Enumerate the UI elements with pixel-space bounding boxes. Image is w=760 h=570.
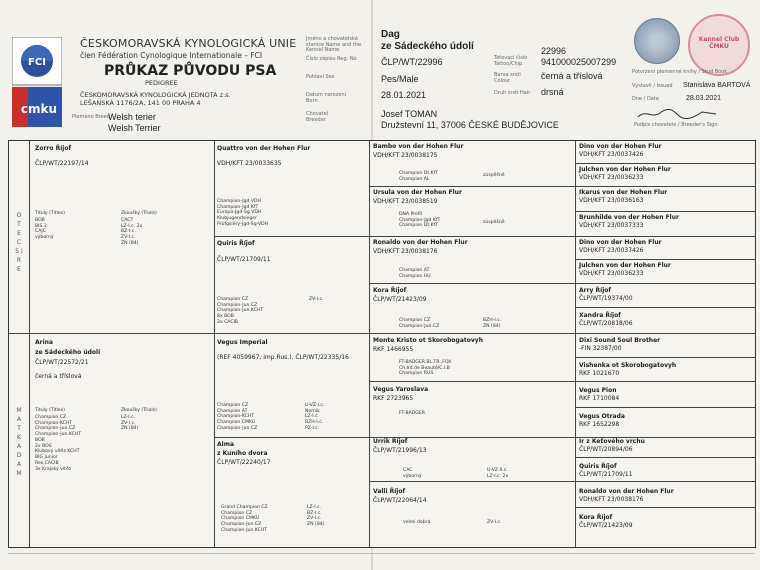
- sire-dam-tests: ZV-I.c.: [309, 297, 324, 302]
- dog-birth: 28.01.2021: [381, 90, 427, 100]
- g4-1-reg: VDH/KFT 23/0037426: [579, 151, 644, 158]
- sire-dam-name: Quiris Říjof: [217, 240, 255, 247]
- org-name: ČESKOMORAVSKÁ KYNOLOGICKÁ UNIE: [80, 37, 297, 50]
- g3-5-name: Monte Kristo ot Skorobogatovyh: [373, 337, 483, 344]
- g4-8-name: Xandra Říjof: [579, 312, 621, 319]
- dog-color: černá a tříslová: [541, 71, 603, 81]
- sex-label: Pohlaví Sex: [306, 74, 335, 80]
- g4-14-name: Quiris Říjof: [579, 463, 617, 470]
- dam-sire-reg: (REF 4059967, imp.Rus.), ČLP/WT/22335/16: [217, 354, 349, 361]
- g3-1-titles: Champion Dt.KfT Champion AL: [399, 171, 439, 182]
- issuer-name: ČESKOMORAVSKÁ KYNOLOGICKÁ JEDNOTA z.s.: [80, 91, 231, 99]
- color-label: Barva srsti Colour: [494, 72, 521, 84]
- dam-kennel: ze Sádeckého údolí: [35, 349, 101, 356]
- g3-7-name: Urrik Říjof: [373, 438, 408, 445]
- g3-8-name: Valli Říjof: [373, 488, 406, 495]
- g4-3-reg: VDH/KFT 23/0036163: [579, 197, 644, 204]
- dam-reg: ČLP/WT/22572/21: [35, 359, 89, 366]
- bottom-edge: [8, 553, 754, 554]
- issued-by: Stanislava BARTOVÁ: [683, 82, 751, 89]
- document-title: PRŮKAZ PŮVODU PSA: [104, 63, 277, 79]
- hair-label: Druh srsti Hair: [494, 90, 531, 96]
- dam-titles: Champion CZ Champion-KCHT Champion-Jun.CZ Champion-Jun.KCHT BOB 2x BOS Klubový vítěz KCHT BIG Junior Res.CACIB 3x Krajský vítěz: [35, 415, 82, 472]
- g3-4-reg: ČLP/WT/21423/09: [373, 296, 427, 303]
- dam-titles-label: Tituly (Titles): [35, 408, 65, 413]
- g3-8-extra: ZV-I.c.: [487, 520, 502, 525]
- fci-cmku-logo: [12, 37, 62, 127]
- g3-7-titles: CAC výborný: [403, 468, 422, 479]
- dam-dam-titles: Grand Champion CZ Champion CZ Champion CMKU Champion-Jun.CZ Champion-Jun.KCHT: [221, 505, 268, 533]
- dog-tattoo: 22996: [541, 46, 567, 56]
- sire-tests: CACT LZ-I.c. 2x BZ-I.c. ZV-I.c. ZN (84): [121, 218, 143, 246]
- dam-tests: LZ-I.c. ZV-I.c. ZN (84): [121, 415, 139, 432]
- dog-reg: ČLP/WT/22996: [381, 57, 443, 67]
- g4-9-name: Dixi Sound Soul Brother: [579, 337, 661, 344]
- reg-label: Číslo zápisu Reg. No: [306, 56, 357, 62]
- kennel-club-stamp: Kennel Club ČMKU: [688, 14, 750, 76]
- breeder-address: Družstevní 11, 37006 ČESKÉ BUDĚJOVICE: [381, 120, 559, 130]
- g3-7-extra: U-VZ-II.c. LZ-I.c. 2x: [487, 468, 509, 479]
- cmku-logo-text: cmku: [20, 102, 58, 116]
- g4-4-reg: VDH/KFT 23/0037333: [579, 222, 644, 229]
- g3-1-extra: zúspěšně: [483, 173, 505, 178]
- dam-dam-kennel: z Kuního dvora: [217, 450, 268, 457]
- name-label: Jméno a chovatelská stanice Name and the Kennel Name: [306, 36, 362, 53]
- breeder-label: Chovatel Breeder: [306, 111, 329, 123]
- dog-kennel: ze Sádeckého údolí: [381, 41, 474, 52]
- dog-hair: drsná: [541, 87, 564, 97]
- g4-2-name: Julchen von der Hohen Flur: [579, 166, 671, 173]
- g4-12-name: Vegus Otrada: [579, 413, 625, 420]
- g4-8-reg: ČLP/WT/20818/06: [579, 320, 633, 327]
- sire-sire-name: Quattro von der Hohen Flur: [217, 145, 311, 152]
- sire-dam-reg: ČLP/WT/21709/11: [217, 256, 271, 263]
- dog-name: Dag: [381, 29, 400, 40]
- g4-10-reg: RKF 1021670: [579, 370, 620, 377]
- g3-2-titles: DNA Profil Champion-Jgd KfT Champion Dt.KfT: [399, 212, 441, 229]
- issued-by-label: Vystavil / Issued: [632, 83, 673, 89]
- g4-9-reg: -FIN 32387/00: [579, 345, 622, 352]
- sire-dam-titles: Champion CZ Champion-Jun.CZ Champion-Jun.KCHT 8x BOB 2x CACIB: [217, 297, 264, 325]
- studbook-confirm-label: Potvrzení plemenné knihy / Stud Book: [632, 69, 728, 75]
- g3-6-name: Vegus Yaroslava: [373, 386, 429, 393]
- sire-sire-reg: VDH/KFT 23/0033635: [217, 160, 282, 167]
- breeder-signature: [632, 107, 722, 121]
- g4-11-name: Vegus Pion: [579, 387, 617, 394]
- g3-2-reg: VDH/KFT 23/0038519: [373, 198, 438, 205]
- sire-sire-titles: Champion-Jgd VDH Champion-Jgd KfT Europa-Jgd-Sg VDH Klubjugendsieger Prüfgsiëry-Jgd-Sg-VDH: [217, 199, 269, 227]
- g4-5-reg: VDH/KFT 23/0037426: [579, 247, 644, 254]
- dam-color: černá a tříslová: [35, 373, 82, 380]
- g3-6-reg: RKF 2723965: [373, 395, 414, 402]
- g4-16-name: Kora Říjof: [579, 514, 613, 521]
- g4-15-reg: VDH/KFT 23/0038176: [579, 496, 644, 503]
- g4-13-name: Ir z Keťového vrchu: [579, 438, 645, 445]
- g3-5-reg: RKF 1466955: [373, 346, 414, 353]
- dam-dam-name: Alma: [217, 441, 235, 448]
- g3-2-name: Ursula von der Hohen Flur: [373, 189, 462, 196]
- g4-7-name: Arry Říjof: [579, 287, 612, 294]
- g4-7-reg: ČLP/WT/19374/00: [579, 295, 633, 302]
- g4-2-reg: VDH/KFT 23/0036233: [579, 174, 644, 181]
- dam-name: Arina: [35, 339, 53, 346]
- g3-2-extra: zúspěšně: [483, 220, 505, 225]
- g3-3-reg: VDH/KFT 23/0038176: [373, 248, 438, 255]
- birth-label: Datum narození Born: [306, 92, 346, 104]
- g4-11-reg: RKF 1710084: [579, 395, 620, 402]
- issuer-address: LEŠANSKÁ 1176/2A, 141 00 PRAHA 4: [80, 99, 201, 107]
- sire-tests-label: Zkoušky (Trials): [121, 211, 157, 216]
- g3-5-titles: FT-BADGER,BL.TR.,FOX Ch.Int.de Beauté/C.I.B Champion RUS: [399, 360, 452, 377]
- dog-chip: 941000025007299: [541, 57, 617, 67]
- dam-tests-label: Zkoušky (Trials): [121, 408, 157, 413]
- g3-6-titles: FT-BADGER: [399, 411, 425, 416]
- g3-1-reg: VDH/KFT 23/0038175: [373, 152, 438, 159]
- issue-date-label: Dne / Date: [632, 96, 659, 102]
- dam-dam-tests: LZ-I.c. BZ-I.c. ZV-I.c. ZN (84): [307, 505, 325, 528]
- g4-6-name: Julchen von der Hohen Flur: [579, 262, 671, 269]
- dam-side-label: M A T K A D A M: [16, 407, 22, 477]
- g4-1-name: Dino von der Hohen Flur: [579, 143, 662, 150]
- g4-5-name: Dino von der Hohen Flur: [579, 239, 662, 246]
- g4-16-reg: ČLP/WT/21423/09: [579, 522, 633, 529]
- pedigree-table: [8, 140, 756, 548]
- g3-3-titles: Champion AT Champion HU: [399, 268, 431, 279]
- sire-side-label: O T E C S I R E: [15, 212, 23, 273]
- sire-reg: ČLP/WT/22197/14: [35, 160, 89, 167]
- g4-14-reg: ČLP/WT/21709/11: [579, 471, 633, 478]
- tattoo-label: Tetovací číslo Tattoo/Chip: [494, 55, 528, 67]
- sire-titles: BOB BIS 2 CAJC výborný: [35, 218, 54, 241]
- g4-12-reg: RKF 1652298: [579, 421, 620, 428]
- g3-4-name: Kora Říjof: [373, 287, 407, 294]
- breed-cz: Welsh terier: [108, 112, 156, 122]
- holographic-seal: [634, 18, 680, 64]
- g3-7-reg: ČLP/WT/21996/13: [373, 447, 427, 454]
- sire-name: Zorro Říjof: [35, 145, 72, 152]
- g4-13-reg: ČLP/WT/20894/06: [579, 446, 633, 453]
- breed-en: Welsh Terrier: [108, 123, 161, 133]
- dog-sex: Pes/Male: [381, 74, 419, 84]
- fci-logo-text: FCI: [28, 57, 46, 68]
- g3-4-titles: Champion CZ Champion-Jun.CZ: [399, 318, 440, 329]
- breed-label: Plemeno Breed: [72, 114, 110, 120]
- issue-date: 28.03.2021: [686, 95, 722, 102]
- g3-1-name: Bambo von der Hohen Flur: [373, 143, 464, 150]
- g3-4-extra: BZH-I.c. ZN (84): [483, 318, 502, 329]
- dam-sire-titles: Champion CZ Champion AT Champion-KCHT Champion CMKU Champion-Jun.CZ: [217, 403, 258, 431]
- fci-membership: člen Fédération Cynologique Internationale – FCI: [80, 51, 263, 60]
- dam-sire-name: Vegus Imperial: [217, 339, 268, 346]
- g4-4-name: Brunhilde von der Hohen Flur: [579, 214, 679, 221]
- sire-titles-label: Tituly (Titles): [35, 211, 65, 216]
- breeder-name: Josef TOMAN: [381, 109, 438, 119]
- g4-15-name: Ronaldo von der Hohen Flur: [579, 488, 674, 495]
- dam-dam-reg: ČLP/WT/22240/17: [217, 459, 271, 466]
- g4-10-name: Vishenka ot Skorobogatovyh: [579, 362, 677, 369]
- document-subtitle: PEDIGREE: [145, 79, 178, 87]
- g4-6-reg: VDH/KFT 23/0036233: [579, 270, 644, 277]
- dam-sire-tests: U-VZ-I.c. Nornik LZ-I.c. BZH-I.c. PZ-I.c.: [305, 403, 325, 431]
- g4-3-name: Ikarus von der Hohen Flur: [579, 189, 668, 196]
- g3-3-name: Ronaldo von der Hohen Flur: [373, 239, 468, 246]
- breeder-sign-label: Podpis chovatele / Breeder's Sign.: [634, 122, 720, 128]
- g3-8-reg: ČLP/WT/22064/14: [373, 497, 427, 504]
- g3-8-titles: velmi dobrá: [403, 520, 431, 525]
